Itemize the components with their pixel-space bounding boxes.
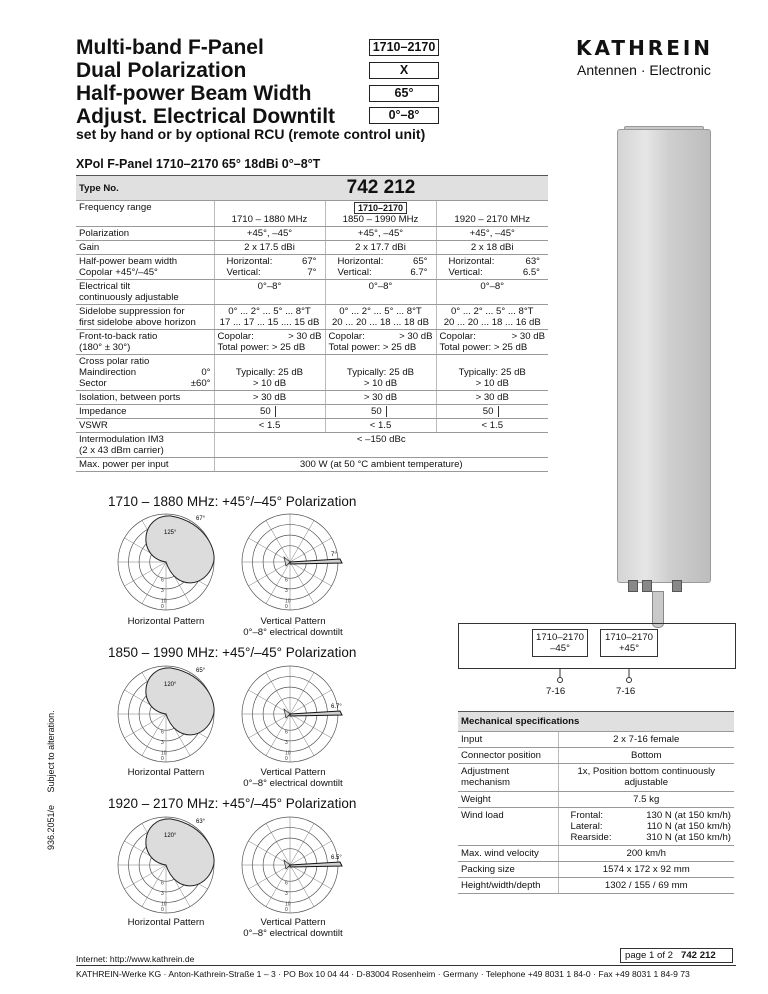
vswr-1: < 1.5 [214,419,325,433]
freq-1: 1710 – 1880 MHz [214,201,325,227]
sls-b-1: 17 ... 17 ... 15 .... 15 dB [219,317,320,328]
ftb-total-3: Total power: > 25 dB [439,342,528,353]
freq-span: 1710–2170 [354,202,407,214]
ring-label: 3 [161,739,164,746]
header-title-3: Half-power Beam Width [76,82,312,105]
ftb-copolar-2: > 30 dB [399,331,433,342]
mech-label: Weight [458,792,558,808]
hpbw-h-label: Horizontal: [337,256,384,267]
v-tag-label: 7° [331,552,337,558]
ring-label: 6 [161,577,164,584]
header-value-hpbw: 65° [369,85,439,102]
vertical-pattern-backlobe [284,709,290,718]
antenna-image [617,129,711,583]
pol-3: +45°, –45° [436,227,548,241]
ring-label: 10 [161,750,167,757]
port-label-right: 7-16 [616,686,636,697]
connector-box-left-pol: –45° [550,643,570,654]
ftb-total-2: Total power: > 25 dB [328,342,417,353]
vertical-pattern-beam [290,559,342,564]
vswr-label: VSWR [76,419,214,433]
ring-label: 6 [161,729,164,736]
header-subtitle: set by hand or by optional RCU (remote control unit) [76,126,426,142]
vswr-3: < 1.5 [436,419,548,433]
header-title-1: Multi-band F-Panel [76,36,264,59]
ring-label: 6 [285,577,288,584]
xpol-label: Cross polar ratio [79,356,150,367]
im3-label-1: Intermodulation IM3 [79,434,164,445]
ftb-copolar-label: Copolar: [217,331,254,342]
ring-label: 0 [161,756,164,763]
wind-val: 130 N (at 150 km/h) [646,810,731,821]
hpbw-h-1: 67° [301,256,317,267]
vswr-2: < 1.5 [325,419,436,433]
ring-label: 0 [161,907,164,914]
horizontal-pattern-curve [146,819,214,886]
mech-label: Input [458,732,558,748]
v-pattern-sublabel: 0°–8° electrical downtilt [243,928,343,939]
connector-leads [540,668,650,686]
xpol-b-3: > 10 dB [475,378,509,389]
freq-2: 1850 – 1990 MHz [342,214,419,225]
ftb-copolar-label: Copolar: [439,331,476,342]
wind-key: Lateral: [570,821,603,832]
connector-left [628,580,638,592]
mech-value: Bottom [558,748,734,764]
type-value: 742 212 [214,176,548,201]
sls-label-1: Sidelobe suppression for [79,306,185,317]
kathrein-logo: KATHREIN [576,36,714,60]
h-beam-label: 67° [196,516,206,522]
v-pattern-label: Vertical Pattern [260,616,326,627]
ring-label: 10 [161,598,167,605]
gain-2: 2 x 17.7 dBi [325,241,436,255]
ring-label: 3 [285,739,288,746]
connector-diagram [458,623,736,669]
vertical-pattern-backlobe [284,860,290,869]
mech-value: 7.5 kg [558,792,734,808]
mech-label: Packing size [458,862,558,878]
wind-label: Wind load [458,808,558,846]
hpbw-v-3: 6.5° [522,267,540,278]
hpbw-h-2: 65° [412,256,428,267]
footer-address: KATHREIN-Werke KG · Anton-Kathrein-Straße 1 – 3 · PO Box 10 04 44 · D-83004 Rosenheim · Germany · Telephone +49 8031 1 84-0 · Fax +49 8031 1 84-9 73 [76,965,736,979]
h-pattern-label: Horizontal Pattern [127,917,205,928]
mech-label: Height/width/depth [458,878,558,894]
connector-right [672,580,682,592]
xpol-b-2: > 10 dB [363,378,398,389]
ring-label: 6 [285,880,288,887]
header-value-pol: X [369,62,439,79]
horizontal-pattern-curve [146,668,214,735]
h-tag-label: 120° [164,833,177,839]
hpbw-h-label: Horizontal: [226,256,273,267]
v-pattern-sublabel: 0°–8° electrical downtilt [243,627,343,638]
ring-label: 3 [161,587,164,594]
header-title-2: Dual Polarization [76,59,247,82]
imp-3: 50 [482,406,494,417]
xpol-a-2: Typically: 25 dB [346,367,415,378]
gain-label: Gain [76,241,214,255]
mech-value: 2 x 7-16 female [558,732,734,748]
ring-label: 0 [285,756,288,763]
imp-1: 50 [259,406,271,417]
pol-2: +45°, –45° [325,227,436,241]
vertical-pattern-beam [290,862,342,867]
tilt-label-2: continuously adjustable [79,292,179,303]
ftb-copolar-3: > 30 dB [511,331,545,342]
sls-b-3: 20 ... 20 ... 18 ... 16 dB [443,317,541,328]
xpol-a-1: Typically: 25 dB [235,367,304,378]
ftb-label-2: (180° ± 30°) [79,342,131,353]
xpol-main-label: Maindirection [79,367,137,378]
mech-label: Connector position [458,748,558,764]
imp-2: 50 [370,406,382,417]
pattern-title-2: 1850 – 1990 MHz: +45°/–45° Polarization [108,645,357,660]
tilt-label-1: Electrical tilt [79,281,131,292]
mechanical-table [458,711,734,894]
mech-heading: Mechanical specifications [458,712,734,732]
sls-a-2: 0° ... 2° ... 5° ... 8°T [339,306,422,317]
vertical-pattern-backlobe [284,557,290,566]
h-pattern-label: Horizontal Pattern [127,616,205,627]
ring-label: 10 [285,901,291,908]
h-beam-label: 65° [196,668,206,674]
header-value-tilt: 0°–8° [369,107,439,124]
wind-val: 310 N (at 150 km/h) [646,832,731,843]
pol-label: Polarization [76,227,214,241]
im3-value: < –150 dBc [214,433,548,458]
sls-label-2: first sidelobe above horizon [79,317,196,328]
iso-label: Isolation, between ports [76,391,214,405]
wind-val: 110 N (at 150 km/h) [646,821,731,832]
h-tag-label: 125° [164,530,177,536]
mech-label: Max. wind velocity [458,846,558,862]
iso-3: > 30 dB [436,391,548,405]
power-value: 300 W (at 50 °C ambient temperature) [214,458,548,472]
hpbw-v-label: Vertical: [448,267,483,278]
model-title: XPol F-Panel 1710–2170 65° 18dBi 0°–8°T [76,157,321,171]
sls-a-1: 0° ... 2° ... 5° ... 8°T [228,306,311,317]
mech-value: 1302 / 155 / 69 mm [558,878,734,894]
mech-label: Adjustment mechanism [458,764,558,792]
hpbw-h-label: Horizontal: [448,256,495,267]
h-tag-label: 120° [164,682,177,688]
hpbw-h-3: 63° [525,256,540,267]
side-note: 936.2051/e Subject to alteration. [46,710,56,850]
page-number: page 1 of 2 [625,950,674,961]
connector-box-right [600,629,658,657]
connector-box-left-freq: 1710–2170 [535,632,585,643]
ring-label: 6 [161,880,164,887]
power-label: Max. power per input [76,458,214,472]
hpbw-label-2: Copolar +45°/–45° [79,267,158,278]
xpol-b-1: > 10 dB [252,378,287,389]
internet-link[interactable]: Internet: http://www.kathrein.de [76,954,195,964]
ring-label: 3 [285,890,288,897]
connector-box-left [532,629,588,657]
connector-box-right-freq: 1710–2170 [604,632,654,643]
xpol-sector-label: Sector [79,378,107,389]
sls-a-3: 0° ... 2° ... 5° ... 8°T [450,306,534,317]
v-pattern-sublabel: 0°–8° electrical downtilt [243,778,343,789]
wind-key: Frontal: [570,810,604,821]
h-beam-label: 63° [196,819,206,825]
ring-label: 0 [161,604,164,611]
imp-label: Impedance [76,405,214,419]
page-type: 742 212 [681,950,716,961]
iso-2: > 30 dB [325,391,436,405]
freq-3: 1920 – 2170 MHz [436,201,548,227]
im3-label-2: (2 x 43 dBm carrier) [79,445,164,456]
hpbw-v-label: Vertical: [226,267,261,278]
port-label-left: 7-16 [546,686,566,697]
mech-value: 1x, Position bottom continuously adjustable [558,764,734,792]
tilt-3: 0°–8° [436,280,548,305]
tilt-2: 0°–8° [325,280,436,305]
v-tag-label: 6.5° [331,855,342,861]
ring-label: 10 [285,750,291,757]
xpol-main-angle: 0° [201,367,211,378]
ftb-copolar-label: Copolar: [328,331,365,342]
wind-key: Rearside: [570,832,612,843]
gain-3: 2 x 18 dBi [436,241,548,255]
h-pattern-label: Horizontal Pattern [127,767,205,778]
header-value-freq: 1710–2170 [369,39,439,56]
ring-label: 3 [161,890,164,897]
ring-label: 3 [285,587,288,594]
connector-mid [642,580,652,592]
ftb-label-1: Front-to-back ratio [79,331,158,342]
ring-label: 10 [161,901,167,908]
ring-label: 10 [285,598,291,605]
header-title-4: Adjust. Electrical Downtilt [76,105,336,128]
hpbw-v-1: 7° [307,267,317,278]
ftb-total-1: Total power: > 25 dB [217,342,306,353]
vertical-pattern-beam [290,711,342,716]
ftb-copolar-1: > 30 dB [288,331,322,342]
v-pattern-label: Vertical Pattern [260,917,326,928]
pattern-title-3: 1920 – 2170 MHz: +45°/–45° Polarization [108,796,357,811]
tilt-1: 0°–8° [214,280,325,305]
iso-1: > 30 dB [214,391,325,405]
hpbw-v-label: Vertical: [337,267,372,278]
pattern-title-1: 1710 – 1880 MHz: +45°/–45° Polarization [108,494,357,509]
sls-b-2: 20 ... 20 ... 18 ... 18 dB [331,317,430,328]
mech-value: 200 km/h [558,846,734,862]
horizontal-pattern-curve [146,516,214,583]
pol-1: +45°, –45° [214,227,325,241]
ring-label: 0 [285,907,288,914]
ring-label: 6 [285,729,288,736]
type-label: Type No. [76,176,214,201]
freq-label: Frequency range [76,201,214,227]
mech-value: 1574 x 172 x 92 mm [558,862,734,878]
xpol-sector-angle: ±60° [190,378,211,389]
v-tag-label: 6.7° [331,704,342,710]
hpbw-label-1: Half-power beam width [79,256,178,267]
hpbw-v-2: 6.7° [410,267,428,278]
v-pattern-label: Vertical Pattern [260,767,326,778]
ring-label: 0 [285,604,288,611]
connector-box-right-pol: +45° [618,643,640,654]
xpol-a-3: Typically: 25 dB [458,367,526,378]
gain-1: 2 x 17.5 dBi [214,241,325,255]
logo-subtitle: Antennen · Electronic [577,62,711,78]
page-box [620,948,733,963]
